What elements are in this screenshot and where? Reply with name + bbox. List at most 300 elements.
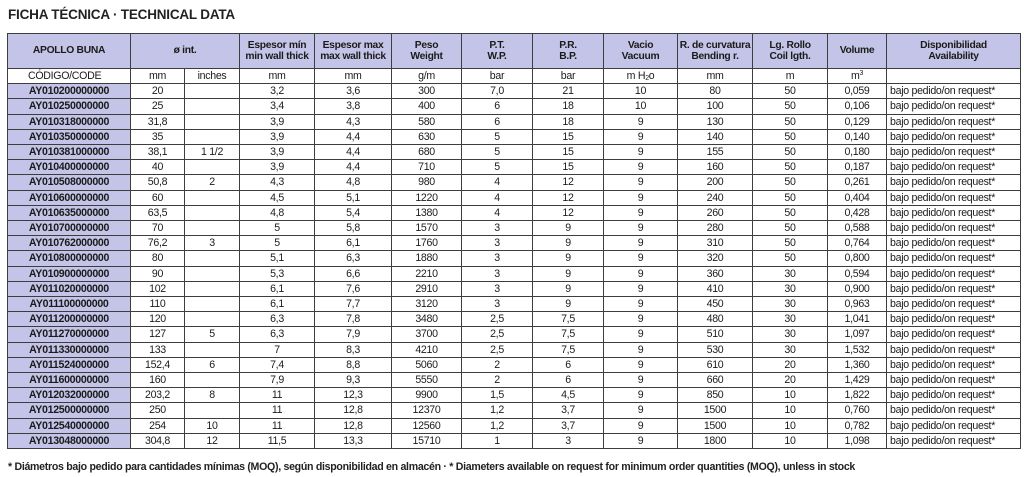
volume-cell: 0,261	[828, 175, 887, 190]
min-wall-cell: 4,5	[240, 190, 315, 205]
table-row	[8, 160, 1021, 175]
wp-cell: 3	[462, 266, 533, 281]
max-wall-cell: 8,3	[315, 342, 392, 357]
diameter-inch-cell	[185, 281, 240, 296]
min-wall-cell: 3,2	[240, 84, 315, 99]
availability-cell: bajo pedido/on request*	[887, 388, 1021, 403]
bending-cell: 660	[678, 373, 753, 388]
code-cell: AY010635000000	[8, 205, 131, 220]
wp-cell: 5	[462, 129, 533, 144]
code-cell: AY010600000000	[8, 190, 131, 205]
wp-cell: 2	[462, 373, 533, 388]
wp-cell: 6	[462, 114, 533, 129]
max-wall-cell: 6,6	[315, 266, 392, 281]
unit-volume-main: m	[850, 70, 860, 82]
code-cell: AY011600000000	[8, 373, 131, 388]
diameter-inch-cell: 8	[185, 388, 240, 403]
vacuum-cell: 9	[604, 403, 678, 418]
weight-cell: 5550	[392, 373, 462, 388]
table-row	[8, 129, 1021, 144]
bp-cell: 3,7	[533, 418, 604, 433]
weight-cell: 1570	[392, 221, 462, 236]
table-row	[8, 84, 1021, 99]
availability-cell: bajo pedido/on request*	[887, 236, 1021, 251]
diameter-inch-cell: 1 1/2	[185, 145, 240, 160]
coil-cell: 50	[753, 145, 828, 160]
min-wall-cell: 7	[240, 342, 315, 357]
availability-cell: bajo pedido/on request*	[887, 145, 1021, 160]
min-wall-cell: 11	[240, 403, 315, 418]
wp-cell: 2,5	[462, 342, 533, 357]
diameter-mm-cell: 304,8	[131, 433, 185, 448]
max-wall-cell: 4,4	[315, 160, 392, 175]
table-row	[8, 190, 1021, 205]
min-wall-cell: 7,9	[240, 373, 315, 388]
vacuum-cell: 9	[604, 357, 678, 372]
diameter-inch-cell: 12	[185, 433, 240, 448]
table-row	[8, 403, 1021, 418]
wp-cell: 7,0	[462, 84, 533, 99]
table-row	[8, 251, 1021, 266]
diameter-inch-cell	[185, 403, 240, 418]
max-wall-cell: 5,8	[315, 221, 392, 236]
volume-cell: 0,764	[828, 236, 887, 251]
diameter-inch-cell	[185, 266, 240, 281]
wp-cell: 3	[462, 281, 533, 296]
wp-cell: 2	[462, 357, 533, 372]
diameter-inch-cell: 10	[185, 418, 240, 433]
header-diameter: ø int.	[131, 34, 240, 69]
code-cell: AY010318000000	[8, 114, 131, 129]
diameter-inch-cell	[185, 373, 240, 388]
bp-cell: 9	[533, 266, 604, 281]
bp-cell: 3,7	[533, 403, 604, 418]
min-wall-cell: 5	[240, 221, 315, 236]
bp-cell: 9	[533, 236, 604, 251]
min-wall-cell: 6,1	[240, 297, 315, 312]
min-wall-cell: 11,5	[240, 433, 315, 448]
diameter-inch-cell: 3	[185, 236, 240, 251]
weight-cell: 3700	[392, 327, 462, 342]
coil-cell: 50	[753, 221, 828, 236]
bending-cell: 320	[678, 251, 753, 266]
volume-cell: 1,429	[828, 373, 887, 388]
bending-cell: 130	[678, 114, 753, 129]
volume-cell: 1,097	[828, 327, 887, 342]
min-wall-cell: 3,4	[240, 99, 315, 114]
weight-cell: 1880	[392, 251, 462, 266]
weight-cell: 1380	[392, 205, 462, 220]
diameter-mm-cell: 250	[131, 403, 185, 418]
min-wall-cell: 6,1	[240, 281, 315, 296]
bp-cell: 7,5	[533, 327, 604, 342]
header-bp: P.R. B.P.	[533, 34, 604, 69]
unit-mm: mm	[131, 69, 185, 84]
coil-cell: 50	[753, 251, 828, 266]
diameter-mm-cell: 60	[131, 190, 185, 205]
availability-cell: bajo pedido/on request*	[887, 84, 1021, 99]
code-cell: AY011330000000	[8, 342, 131, 357]
vacuum-cell: 9	[604, 190, 678, 205]
bending-cell: 260	[678, 205, 753, 220]
min-wall-cell: 4,3	[240, 175, 315, 190]
coil-cell: 50	[753, 160, 828, 175]
table-row	[8, 312, 1021, 327]
header-coil: Lg. Rollo Coil lgth.	[753, 34, 828, 69]
bending-cell: 160	[678, 160, 753, 175]
min-wall-cell: 4,8	[240, 205, 315, 220]
diameter-inch-cell	[185, 342, 240, 357]
unit-vacuum-sub: 2	[645, 75, 649, 82]
page-title: FICHA TÉCNICA · TECHNICAL DATA	[8, 7, 235, 22]
vacuum-cell: 9	[604, 433, 678, 448]
bending-cell: 80	[678, 84, 753, 99]
diameter-mm-cell: 160	[131, 373, 185, 388]
availability-cell: bajo pedido/on request*	[887, 99, 1021, 114]
diameter-inch-cell	[185, 312, 240, 327]
min-wall-cell: 7,4	[240, 357, 315, 372]
bending-cell: 410	[678, 281, 753, 296]
bending-cell: 530	[678, 342, 753, 357]
unit-inches: inches	[185, 69, 240, 84]
code-cell: AY010762000000	[8, 236, 131, 251]
availability-cell: bajo pedido/on request*	[887, 433, 1021, 448]
code-cell: AY011200000000	[8, 312, 131, 327]
diameter-inch-cell	[185, 84, 240, 99]
vacuum-cell: 9	[604, 175, 678, 190]
availability-cell: bajo pedido/on request*	[887, 221, 1021, 236]
table-row	[8, 99, 1021, 114]
vacuum-cell: 10	[604, 84, 678, 99]
header-volume: Volume	[828, 34, 887, 69]
volume-cell: 0,760	[828, 403, 887, 418]
bp-cell: 7,5	[533, 342, 604, 357]
volume-cell: 0,428	[828, 205, 887, 220]
code-cell: AY011270000000	[8, 327, 131, 342]
wp-cell: 1,2	[462, 418, 533, 433]
coil-cell: 50	[753, 84, 828, 99]
table-row	[8, 433, 1021, 448]
volume-cell: 1,098	[828, 433, 887, 448]
vacuum-cell: 9	[604, 221, 678, 236]
volume-cell: 0,140	[828, 129, 887, 144]
vacuum-cell: 9	[604, 236, 678, 251]
header-max-wall: Espesor max max wall thick	[315, 34, 392, 69]
availability-cell: bajo pedido/on request*	[887, 160, 1021, 175]
diameter-inch-cell	[185, 297, 240, 312]
diameter-inch-cell: 2	[185, 175, 240, 190]
bp-cell: 6	[533, 357, 604, 372]
table-row	[8, 357, 1021, 372]
header-weight: Peso Weight	[392, 34, 462, 69]
bending-cell: 1800	[678, 433, 753, 448]
diameter-mm-cell: 80	[131, 251, 185, 266]
table-row	[8, 388, 1021, 403]
code-cell: AY012500000000	[8, 403, 131, 418]
unit-vacuum	[604, 69, 678, 84]
bending-cell: 450	[678, 297, 753, 312]
bp-cell: 18	[533, 114, 604, 129]
availability-cell: bajo pedido/on request*	[887, 175, 1021, 190]
availability-cell: bajo pedido/on request*	[887, 342, 1021, 357]
weight-cell: 300	[392, 84, 462, 99]
wp-cell: 5	[462, 145, 533, 160]
diameter-inch-cell	[185, 221, 240, 236]
volume-cell: 0,594	[828, 266, 887, 281]
unit-coil: m	[753, 69, 828, 84]
availability-cell: bajo pedido/on request*	[887, 373, 1021, 388]
coil-cell: 10	[753, 418, 828, 433]
diameter-mm-cell: 152,4	[131, 357, 185, 372]
min-wall-cell: 5	[240, 236, 315, 251]
vacuum-cell: 9	[604, 251, 678, 266]
bp-cell: 12	[533, 205, 604, 220]
unit-code: CÓDIGO/CODE	[8, 69, 131, 84]
weight-cell: 12560	[392, 418, 462, 433]
diameter-mm-cell: 110	[131, 297, 185, 312]
bp-cell: 6	[533, 373, 604, 388]
code-cell: AY010900000000	[8, 266, 131, 281]
bending-cell: 240	[678, 190, 753, 205]
diameter-inch-cell	[185, 205, 240, 220]
availability-cell: bajo pedido/on request*	[887, 357, 1021, 372]
code-cell: AY011020000000	[8, 281, 131, 296]
wp-cell: 3	[462, 297, 533, 312]
table-row	[8, 297, 1021, 312]
diameter-mm-cell: 90	[131, 266, 185, 281]
bending-cell: 200	[678, 175, 753, 190]
wp-cell: 3	[462, 236, 533, 251]
weight-cell: 980	[392, 175, 462, 190]
volume-cell: 1,360	[828, 357, 887, 372]
diameter-inch-cell: 5	[185, 327, 240, 342]
header-min-wall: Espesor mín min wall thick	[240, 34, 315, 69]
code-cell: AY012540000000	[8, 418, 131, 433]
code-cell: AY010508000000	[8, 175, 131, 190]
diameter-inch-cell: 6	[185, 357, 240, 372]
availability-cell: bajo pedido/on request*	[887, 114, 1021, 129]
vacuum-cell: 9	[604, 373, 678, 388]
bp-cell: 9	[533, 221, 604, 236]
max-wall-cell: 4,4	[315, 145, 392, 160]
availability-cell: bajo pedido/on request*	[887, 281, 1021, 296]
bending-cell: 480	[678, 312, 753, 327]
weight-cell: 400	[392, 99, 462, 114]
bp-cell: 15	[533, 160, 604, 175]
diameter-mm-cell: 31,8	[131, 114, 185, 129]
diameter-mm-cell: 120	[131, 312, 185, 327]
bp-cell: 3	[533, 433, 604, 448]
wp-cell: 2,5	[462, 327, 533, 342]
wp-cell: 1,5	[462, 388, 533, 403]
wp-cell: 2,5	[462, 312, 533, 327]
units-row	[8, 69, 1021, 84]
coil-cell: 30	[753, 342, 828, 357]
diameter-mm-cell: 133	[131, 342, 185, 357]
bending-cell: 510	[678, 327, 753, 342]
diameter-inch-cell	[185, 114, 240, 129]
availability-cell: bajo pedido/on request*	[887, 190, 1021, 205]
max-wall-cell: 5,4	[315, 205, 392, 220]
bp-cell: 9	[533, 281, 604, 296]
min-wall-cell: 3,9	[240, 129, 315, 144]
table-row	[8, 418, 1021, 433]
table-row	[8, 327, 1021, 342]
max-wall-cell: 13,3	[315, 433, 392, 448]
coil-cell: 30	[753, 327, 828, 342]
unit-bp: bar	[533, 69, 604, 84]
diameter-inch-cell	[185, 160, 240, 175]
code-cell: AY013048000000	[8, 433, 131, 448]
diameter-mm-cell: 102	[131, 281, 185, 296]
bending-cell: 100	[678, 99, 753, 114]
volume-cell: 1,041	[828, 312, 887, 327]
max-wall-cell: 3,6	[315, 84, 392, 99]
code-cell: AY010381000000	[8, 145, 131, 160]
volume-cell: 0,404	[828, 190, 887, 205]
coil-cell: 50	[753, 205, 828, 220]
vacuum-cell: 10	[604, 99, 678, 114]
max-wall-cell: 12,8	[315, 403, 392, 418]
diameter-inch-cell	[185, 129, 240, 144]
max-wall-cell: 8,8	[315, 357, 392, 372]
coil-cell: 10	[753, 433, 828, 448]
availability-cell: bajo pedido/on request*	[887, 129, 1021, 144]
table-row	[8, 281, 1021, 296]
coil-cell: 10	[753, 388, 828, 403]
max-wall-cell: 7,7	[315, 297, 392, 312]
weight-cell: 15710	[392, 433, 462, 448]
weight-cell: 4210	[392, 342, 462, 357]
max-wall-cell: 12,8	[315, 418, 392, 433]
code-cell: AY010700000000	[8, 221, 131, 236]
code-cell: AY011524000000	[8, 357, 131, 372]
volume-cell: 0,180	[828, 145, 887, 160]
max-wall-cell: 12,3	[315, 388, 392, 403]
min-wall-cell: 5,3	[240, 266, 315, 281]
max-wall-cell: 9,3	[315, 373, 392, 388]
unit-availability	[887, 69, 1021, 84]
weight-cell: 1760	[392, 236, 462, 251]
bp-cell: 21	[533, 84, 604, 99]
max-wall-cell: 6,1	[315, 236, 392, 251]
max-wall-cell: 7,9	[315, 327, 392, 342]
min-wall-cell: 3,9	[240, 114, 315, 129]
coil-cell: 50	[753, 114, 828, 129]
volume-cell: 0,106	[828, 99, 887, 114]
availability-cell: bajo pedido/on request*	[887, 312, 1021, 327]
diameter-mm-cell: 203,2	[131, 388, 185, 403]
availability-cell: bajo pedido/on request*	[887, 418, 1021, 433]
weight-cell: 580	[392, 114, 462, 129]
unit-volume	[828, 69, 887, 84]
max-wall-cell: 4,8	[315, 175, 392, 190]
vacuum-cell: 9	[604, 312, 678, 327]
weight-cell: 710	[392, 160, 462, 175]
wp-cell: 5	[462, 160, 533, 175]
availability-cell: bajo pedido/on request*	[887, 327, 1021, 342]
unit-volume-sup: 3	[859, 70, 864, 77]
weight-cell: 2210	[392, 266, 462, 281]
unit-min-wall: mm	[240, 69, 315, 84]
header-product: APOLLO BUNA	[8, 34, 131, 69]
weight-cell: 3480	[392, 312, 462, 327]
table-row	[8, 236, 1021, 251]
bending-cell: 310	[678, 236, 753, 251]
min-wall-cell: 3,9	[240, 160, 315, 175]
table-row	[8, 114, 1021, 129]
max-wall-cell: 4,4	[315, 129, 392, 144]
vacuum-cell: 9	[604, 418, 678, 433]
vacuum-cell: 9	[604, 145, 678, 160]
max-wall-cell: 6,3	[315, 251, 392, 266]
coil-cell: 30	[753, 312, 828, 327]
min-wall-cell: 3,9	[240, 145, 315, 160]
bp-cell: 18	[533, 99, 604, 114]
wp-cell: 4	[462, 205, 533, 220]
header-wp: P.T. W.P.	[462, 34, 533, 69]
weight-cell: 630	[392, 129, 462, 144]
vacuum-cell: 9	[604, 388, 678, 403]
bending-cell: 280	[678, 221, 753, 236]
availability-cell: bajo pedido/on request*	[887, 297, 1021, 312]
table-row	[8, 266, 1021, 281]
coil-cell: 50	[753, 175, 828, 190]
wp-cell: 3	[462, 221, 533, 236]
bp-cell: 15	[533, 145, 604, 160]
diameter-mm-cell: 25	[131, 99, 185, 114]
table-row	[8, 373, 1021, 388]
bending-cell: 1500	[678, 403, 753, 418]
max-wall-cell: 7,6	[315, 281, 392, 296]
volume-cell: 0,187	[828, 160, 887, 175]
vacuum-cell: 9	[604, 281, 678, 296]
diameter-mm-cell: 76,2	[131, 236, 185, 251]
coil-cell: 20	[753, 373, 828, 388]
code-cell: AY010350000000	[8, 129, 131, 144]
code-cell: AY010250000000	[8, 99, 131, 114]
wp-cell: 1,2	[462, 403, 533, 418]
diameter-mm-cell: 40	[131, 160, 185, 175]
vacuum-cell: 9	[604, 114, 678, 129]
table-row	[8, 205, 1021, 220]
weight-cell: 1220	[392, 190, 462, 205]
vacuum-cell: 9	[604, 160, 678, 175]
min-wall-cell: 5,1	[240, 251, 315, 266]
coil-cell: 30	[753, 297, 828, 312]
max-wall-cell: 3,8	[315, 99, 392, 114]
coil-cell: 50	[753, 99, 828, 114]
weight-cell: 2910	[392, 281, 462, 296]
min-wall-cell: 6,3	[240, 327, 315, 342]
coil-cell: 30	[753, 281, 828, 296]
bp-cell: 7,5	[533, 312, 604, 327]
coil-cell: 50	[753, 190, 828, 205]
diameter-inch-cell	[185, 251, 240, 266]
vacuum-cell: 9	[604, 205, 678, 220]
bending-cell: 140	[678, 129, 753, 144]
vacuum-cell: 9	[604, 342, 678, 357]
bending-cell: 610	[678, 357, 753, 372]
volume-cell: 0,588	[828, 221, 887, 236]
volume-cell: 0,059	[828, 84, 887, 99]
weight-cell: 9900	[392, 388, 462, 403]
code-cell: AY010400000000	[8, 160, 131, 175]
wp-cell: 4	[462, 175, 533, 190]
coil-cell: 20	[753, 357, 828, 372]
coil-cell: 50	[753, 236, 828, 251]
header-availability: Disponibilidad Availability	[887, 34, 1021, 69]
